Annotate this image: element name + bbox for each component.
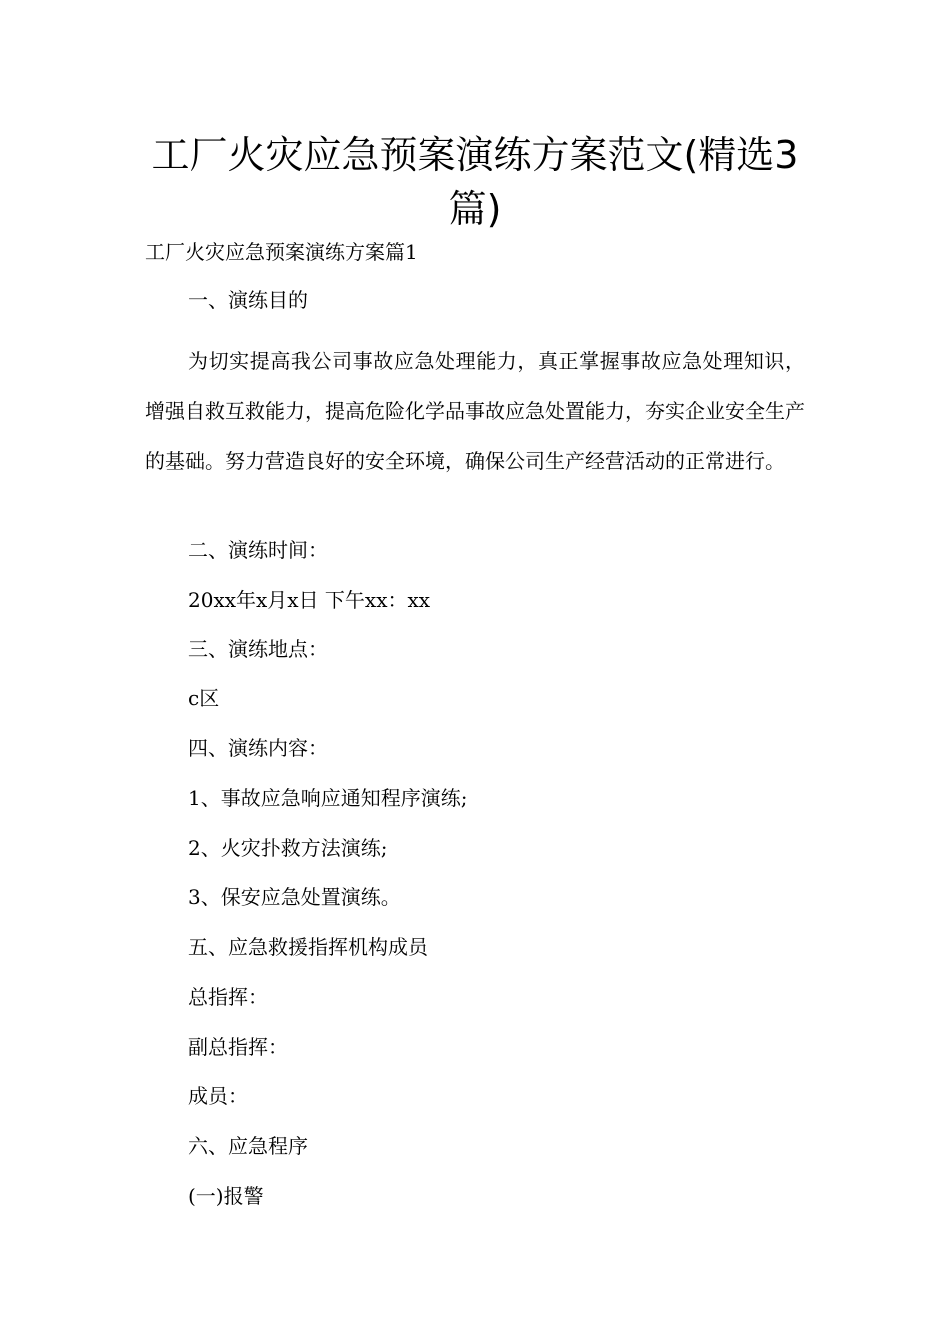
section-subtitle: 工厂火灾应急预案演练方案篇1	[145, 240, 418, 264]
drill-time-value: 20xx年x月x日 下午xx：xx	[188, 588, 431, 612]
heading-procedure: 六、应急程序	[188, 1134, 308, 1158]
drill-location-value: c区	[188, 686, 220, 710]
purpose-paragraph: 为切实提高我公司事故应急处理能力，真正掌握事故应急处理知识，增强自救互救能力，提高危险化学品事故应急处置能力，夯实企业安全生产的基础。努力营造良好的安全环境，确保公司生产经营活动的正常进行。	[145, 349, 805, 473]
content-item-1: 1、事故应急响应通知程序演练;	[188, 786, 468, 810]
content-item-3: 3、保安应急处置演练。	[188, 885, 401, 909]
content-item-2: 2、火灾扑救方法演练;	[188, 836, 388, 860]
deputy-commander-label: 副总指挥：	[188, 1035, 288, 1059]
heading-content: 四、演练内容：	[188, 736, 328, 760]
heading-time: 二、演练时间：	[188, 538, 328, 562]
members-label: 成员：	[188, 1084, 248, 1108]
chief-commander-label: 总指挥：	[188, 985, 268, 1009]
procedure-alarm: (一)报警	[188, 1184, 264, 1208]
document-title: 工厂火灾应急预案演练方案范文(精选3篇)	[151, 133, 799, 231]
heading-purpose: 一、演练目的	[188, 288, 308, 312]
heading-command: 五、应急救援指挥机构成员	[188, 935, 428, 959]
heading-location: 三、演练地点：	[188, 637, 328, 661]
